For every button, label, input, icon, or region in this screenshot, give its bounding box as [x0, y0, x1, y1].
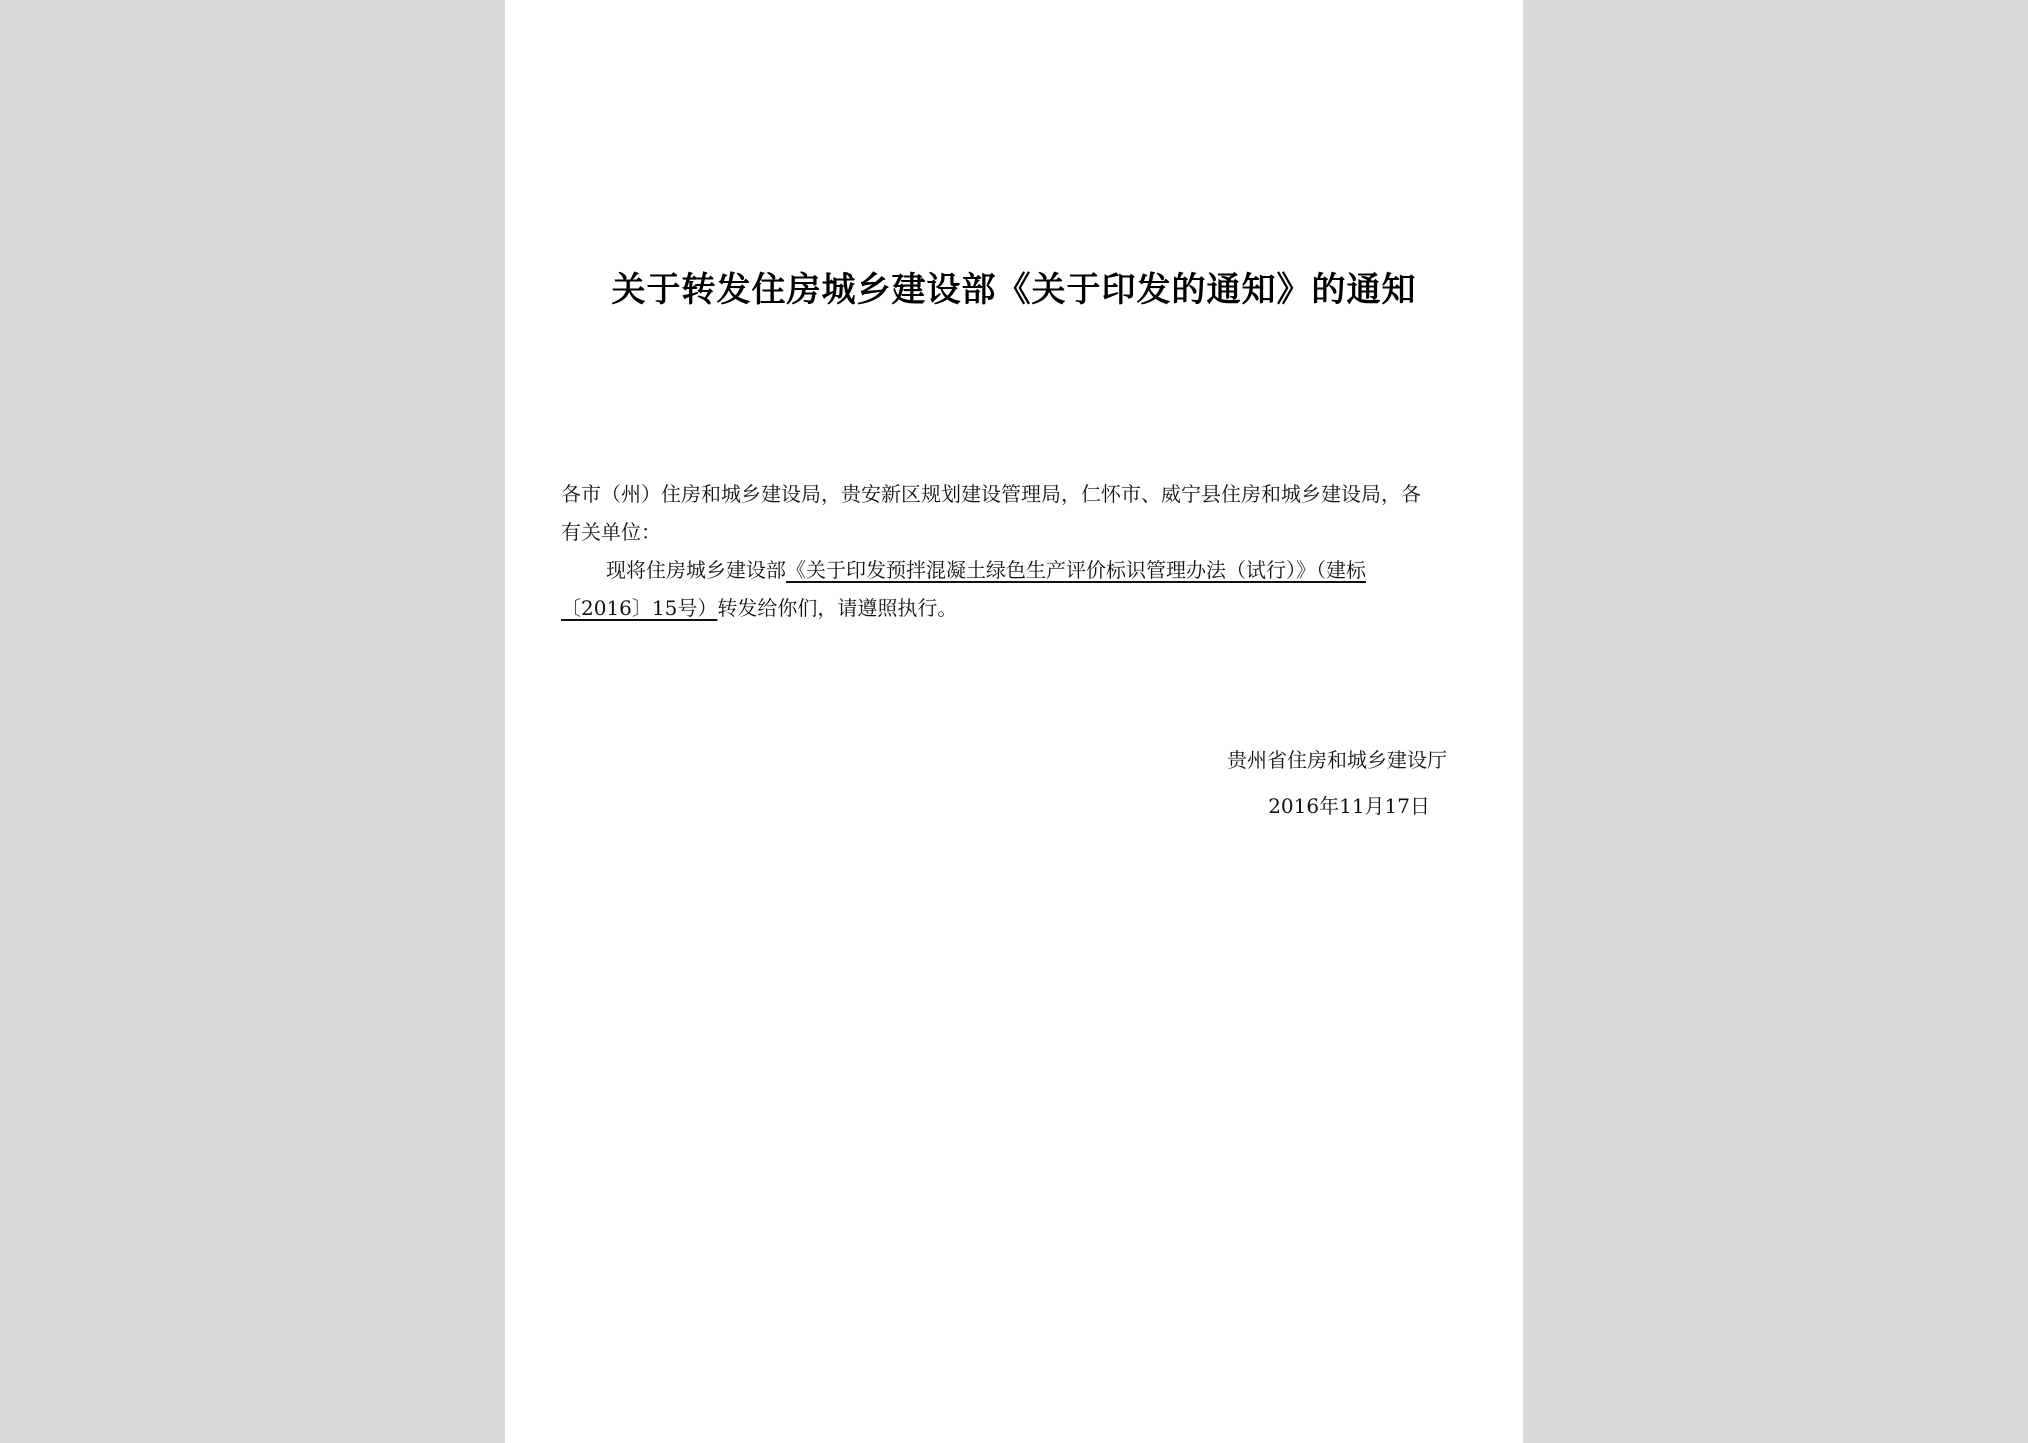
signature-date: 2016年11月17日 [1268, 794, 1430, 818]
document-title: 关于转发住房城乡建设部《关于印发的通知》的通知 [611, 270, 1417, 310]
document-page [505, 0, 1523, 1443]
body-paragraph [561, 551, 1431, 627]
paragraph-suffix: 转发给你们，请遵照执行。 [717, 596, 958, 620]
signature-organization: 贵州省住房和城乡建设厅 [1227, 748, 1447, 772]
paragraph-prefix: 现将住房城乡建设部 [606, 558, 786, 582]
salutation: 各市（州）住房和城乡建设局，贵安新区规划建设管理局，仁怀市、威宁县住房和城乡建设局，各有关单位： [561, 482, 1421, 544]
referenced-document-link[interactable]: 《关于印发预拌混凝土绿色生产评价标识管理办法（试行）》（建标〔2016〕15号） [561, 558, 1366, 620]
